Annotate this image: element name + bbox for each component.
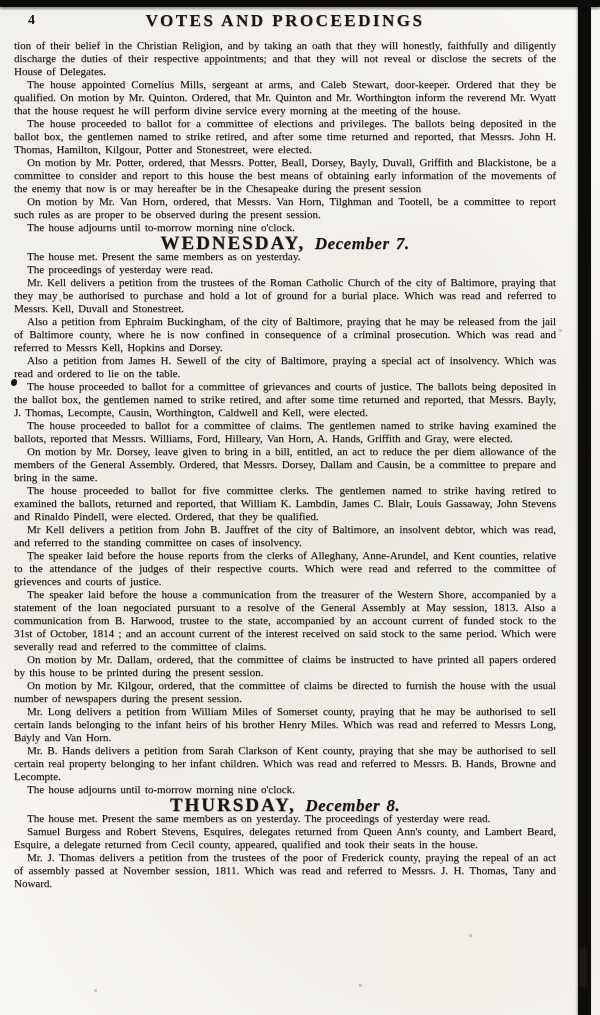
date-heading-date: December 8. [305, 796, 401, 815]
scan-smudge [580, 947, 587, 987]
paper-specks [0, 0, 1, 1]
date-heading-day: THURSDAY, [169, 795, 296, 816]
paragraph: On motion by Mr. Kilgour, ordered, that the committee of claims be directed to furnish the house with the usual number of newspapers during the present session. [14, 680, 556, 705]
paragraph: The house proceeded to ballot for a committee of claims. The gentlemen named to strike having examined the ballots, reported that Messrs. Williams, Ford, Hilleary, Van Horn, A. Hands, Griffith and Gray, were elected. [14, 420, 556, 445]
paragraph: The house proceeded to ballot for five committee clerks. The gentlemen named to strike having retired to examined the ballots, returned and reported, that William K. Lambdin, James C. Blair, Louis Gassaway, John Stevens and Rinaldo Pindell, were elected. Ordered, that they be qualified. [14, 485, 556, 523]
date-heading-wednesday [14, 233, 556, 254]
paragraph: The house adjourns until to-morrow morning nine o'clock. [27, 784, 295, 796]
paragraph: The proceedings of yesterday were read. [27, 264, 213, 276]
paragraph: Mr. Long delivers a petition from William Miles of Somerset county, praying that he may be authorised to sell certain lands belonging to the infant heirs of his brother Henry Miles. Which was read and referred to Messrs Long, Bayly and Van Horn. [14, 706, 556, 744]
paragraph: Mr. B. Hands delivers a petition from Sarah Clarkson of Kent county, praying that she may be authorised to sell certain real property belonging to her infant children. Which was read and referred to Messrs. B. Hands, Browne and Lecompte. [14, 745, 556, 783]
paragraph: The speaker laid before the house a communication from the treasurer of the Western Shore, accompanied by a statement of the loan negociated pursuant to a resolve of the General Assembly at May session, 1813. Also a communication from B. Harwood, trustee to the state, accompanied by an account current of funded stock to the 31st of October, 1814 ; and an account current of the interest received on said stock to the same period. Which were severally read and referred to the committee of claims. [14, 589, 556, 653]
paragraph: The house proceeded to ballot for a committee of elections and privileges. The ballots being deposited in the ballot box, the gentlemen named to strike retired, and after some time returned and reported, that Messrs. John H. Thomas, Hamilton, Kilgour, Potter and Stonestreet, were elected. [14, 118, 556, 156]
paragraph: tion of their belief in the Christian Religion, and by taking an oath that they will honestly, faithfully and diligently discharge the duties of their respective appointments; and that they will not reveal or disclose the secrets of the House of Delegates. [14, 40, 556, 78]
date-heading-thursday [14, 795, 556, 816]
page-number: 4 [28, 13, 35, 28]
paragraph: The house adjourns until to-morrow morning nine o'clock. [27, 222, 295, 234]
paragraph: The house proceeded to ballot for a committee of grievances and courts of justice. The ballots being deposited in the ballot box, the gentlemen named to strike retired, and after some time returned and reported, that Messrs. Bayly, J. Thomas, Lecompte, Causin, Worthington, Caldwell and Kell, were elected. [14, 381, 556, 419]
paragraph: Also a petition from James H. Sewell of the city of Baltimore, praying a special act of insolvency. Which was read and ordered to lie on the table. [14, 355, 556, 380]
scan-edge-right [578, 0, 591, 1015]
paragraph: The house met. Present the same members as on yesterday. [27, 251, 301, 263]
paragraph: On motion by Mr. Van Horn, ordered, that Messrs. Van Horn, Tilghman and Tootell, be a committee to report such rules as are proper to be observed during the present session. [14, 196, 556, 221]
paragraph: Mr. Kell delivers a petition from the trustees of the Roman Catholic Church of the city of Baltimore, praying that they may be authorised to purchase and hold a lot of ground for a burial place. Which was read and referred to Messrs. Kell, Duvall and Stonestreet. [14, 277, 556, 315]
paragraph: Mr. J. Thomas delivers a petition from the trustees of the poor of Frederick county, praying the repeal of an act of assembly passed at November session, 1811. Which was read and referred to Messrs. J. H. Thomas, Tany and Noward. [14, 852, 556, 890]
paragraph: Also a petition from Ephraim Buckingham, of the city of Baltimore, praying that he may be released from the jail of Baltimore county, where he is now confined in consequence of a criminal prosecution. Which was read and referred to Messrs Kell, Hopkins and Dorsey. [14, 316, 556, 354]
paragraph: On motion by Mr. Dallam, ordered, that the committee of claims be instructed to have printed all papers ordered by this house to be printed during the present session. [14, 654, 556, 679]
paragraph: The house appointed Cornelius Mills, sergeant at arms, and Caleb Stewart, door-keeper. Ordered that they be qualified. On motion by Mr. Quinton. Ordered, that Mr. Quinton and Mr. Worthington inform the reverend Mr. Wyatt that the house request he will perform divine service every morning at the meeting of the house. [14, 79, 556, 117]
running-header [14, 11, 556, 35]
paragraph: The house met. Present the same members as on yesterday. The proceedings of yesterday were read. [27, 813, 491, 825]
paragraph: On motion by Mr. Dorsey, leave given to bring in a bill, entitled, an act to reduce the per diem allowance of the members of the General Assembly. Ordered, that Messrs. Dorsey, Dallam and Causin, be a committee to prepare and bring in the same. [14, 446, 556, 484]
date-heading-day: WEDNESDAY, [160, 233, 306, 254]
date-heading-date: December 7. [314, 234, 410, 253]
page-body [14, 40, 556, 891]
page-title: VOTES AND PROCEEDINGS [145, 11, 425, 30]
paragraph: Mr Kell delivers a petition from John B. Jauffret of the city of Baltimore, an insolvent debtor, which was read, and referred to the standing committee on cases of insolvency. [14, 524, 556, 549]
paragraph: On motion by Mr. Potter, ordered, that Messrs. Potter, Beall, Dorsey, Bayly, Duvall, Griffith and Blackistone, be a committee to consider and report to this house the best means of obtaining early information of the movements of the enemy that now is or may hereafter be in the Chesapeake during the present session [14, 157, 556, 195]
scan-edge-top [0, 0, 600, 7]
paragraph: Samuel Burgess and Robert Stevens, Esquires, delegates returned from Queen Ann's county, and Lambert Beard, Esquire, a delegate returned from Cecil county, appeared, qualified and took their seats in the house. [14, 826, 556, 851]
paragraph: The speaker laid before the house reports from the clerks of Alleghany, Anne-Arundel, and Kent counties, relative to the attendance of the judges of their respective courts. Which were read and referred to the committee of grievences and courts of justice. [14, 550, 556, 588]
